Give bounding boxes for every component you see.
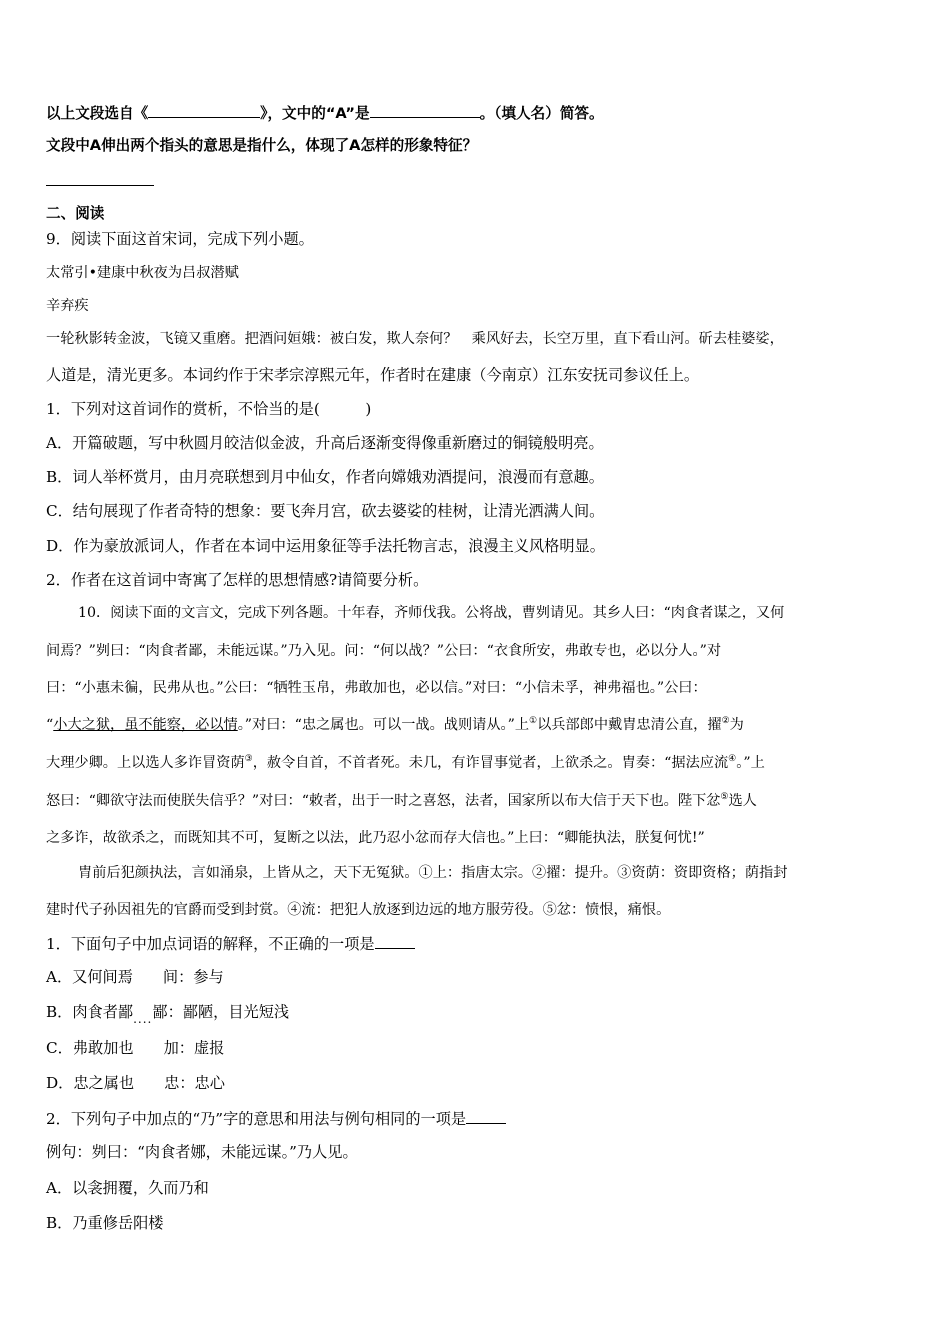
source-question-part1: 以上文段选自《 <box>46 105 149 122</box>
poem-line-2: 人道是，清光更多。本词约作于宋孝宗淳熙元年，作者时在建康（今南京）江东安抚司参议任上。 <box>46 366 700 384</box>
q9-question-1: 1．下列对这首词作的赏析，不恰当的是( ) <box>46 400 372 418</box>
footnote-mark-2: ② <box>721 716 730 726</box>
answer-blank <box>466 1107 506 1124</box>
footnote-mark-4: ④ <box>728 754 737 764</box>
q10-q2-option-a: A．以衾拥覆，久而乃和 <box>46 1179 209 1197</box>
q10-passage-line-8: 胄前后犯颜执法，言如涌泉，上皆从之，天下无冤狱。①上：指唐太宗。②擢：提升。③资荫：资即资格；荫指封 <box>78 865 788 881</box>
q10-option-d: D．忠之属也 忠：忠心 <box>46 1074 225 1092</box>
q10-passage-line-7: 之多诈，故欲杀之，而既知其不可，复断之以法，此乃忍小忿而存大信也。”上曰：“卿能执法，朕复何忧!” <box>46 830 705 846</box>
q10-q2-option-b: B．乃重修岳阳楼 <box>46 1214 164 1232</box>
book-title-blank <box>148 101 260 118</box>
meaning-question: 文段中A伸出两个指头的意思是指什么，体现了A怎样的形象特征？ <box>46 137 478 154</box>
source-question-part3: 。（填人名）简答。 <box>479 105 604 122</box>
answer-line <box>46 185 154 186</box>
q10-passage-line-5: 大理少卿。上以选人多诈冒资荫③，赦令自首，不首者死。未几，有诈冒事觉者，上欲杀之。胄奏：“据法应流④。”上 <box>46 754 765 771</box>
q10-passage-line-1: 10．阅读下面的文言文，完成下列各题。十年春，齐师伐我。公将战，曹刿请见。其乡人曰：“肉食者谋之，又何 <box>78 605 785 621</box>
poem-author: 辛弃疾 <box>46 298 89 314</box>
q9-question-2: 2．作者在这首词中寄寓了怎样的思想情感?请简要分析。 <box>46 571 429 589</box>
q9-option-c: C．结句展现了作者奇特的想象：要飞奔月宫，砍去婆娑的桂树，让清光洒满人间。 <box>46 502 605 520</box>
source-question <box>46 101 604 125</box>
q10-passage-line-2: 间焉？”刿曰：“肉食者鄙，未能远谋。”乃入见。问：“何以战？”公曰：“衣食所安，弗敢专也，必以分人。”对 <box>46 643 722 659</box>
q9-option-d: D．作为豪放派词人，作者在本词中运用象征等手法托物言志，浪漫主义风格明显。 <box>46 537 605 555</box>
footnote-mark-1: ① <box>529 716 538 726</box>
q9-intro: 9．阅读下面这首宋词，完成下列小题。 <box>46 230 314 248</box>
footnote-mark-5: ⑤ <box>720 792 729 802</box>
poem-line-1: 一轮秋影转金波，飞镜又重磨。把酒问姮娥：被白发，欺人奈何？ 乘风好去，长空万里，直下看山河。斫去桂婆娑， <box>46 331 784 347</box>
q10-option-c: C．弗敢加也 加：虚报 <box>46 1039 225 1057</box>
q9-option-a: A．开篇破题，写中秋圆月皎洁似金波，升高后逐渐变得像重新磨过的铜镜般明亮。 <box>46 434 604 452</box>
answer-blank <box>375 932 415 949</box>
source-question-part2: 》，文中的“A”是 <box>260 105 370 122</box>
emphasis-dots: .... <box>133 1012 153 1026</box>
q10-passage-line-9: 建时代子孙因祖先的官爵而受到封赏。④流：把犯人放逐到边远的地方服劳役。⑤忿：愤恨，痛恨。 <box>46 902 671 918</box>
footnote-mark-3: ③ <box>244 754 253 764</box>
q10-question-1: 1．下面句子中加点词语的解释，不正确的一项是 <box>46 932 415 955</box>
q10-passage-line-4: “小大之狱，虽不能察，必以情。”对曰：“忠之属也。可以一战。战则请从。”上①以兵部郎中戴胄忠清公直，擢②为 <box>46 716 744 733</box>
person-name-blank <box>370 101 480 118</box>
q9-option-b: B．词人举杯赏月，由月亮联想到月中仙女，作者向嫦娥劝酒提问，浪漫而有意趣。 <box>46 468 604 486</box>
underlined-sentence: 小大之狱，虽不能察，必以情 <box>53 717 238 733</box>
q10-passage-line-3: 曰：“小惠未徧，民弗从也。”公曰：“牺牲玉帛，弗敢加也，必以信。”对曰：“小信未孚，神弗福也。”公曰： <box>46 680 707 696</box>
q10-option-b: B．肉食者鄙$_{....}$鄙：鄙陋，目光短浅 <box>46 1003 290 1026</box>
q10-question-2: 2．下列句子中加点的“乃”字的意思和用法与例句相同的一项是 <box>46 1107 506 1130</box>
poem-title: 太常引•建康中秋夜为吕叔潜赋 <box>46 265 239 281</box>
q10-example: 例句：刿曰：“肉食者娜，未能远谋。”乃人见。 <box>46 1143 358 1161</box>
section-title: 二、阅读 <box>46 205 105 222</box>
q10-option-a: A．又何间焉 间：参与 <box>46 968 224 986</box>
q10-passage-line-6: 怒曰：“卿欲守法而使朕失信乎？”对曰：“敕者，出于一时之喜怒，法者，国家所以布大信于天下也。陛下忿⑤选人 <box>46 792 757 809</box>
